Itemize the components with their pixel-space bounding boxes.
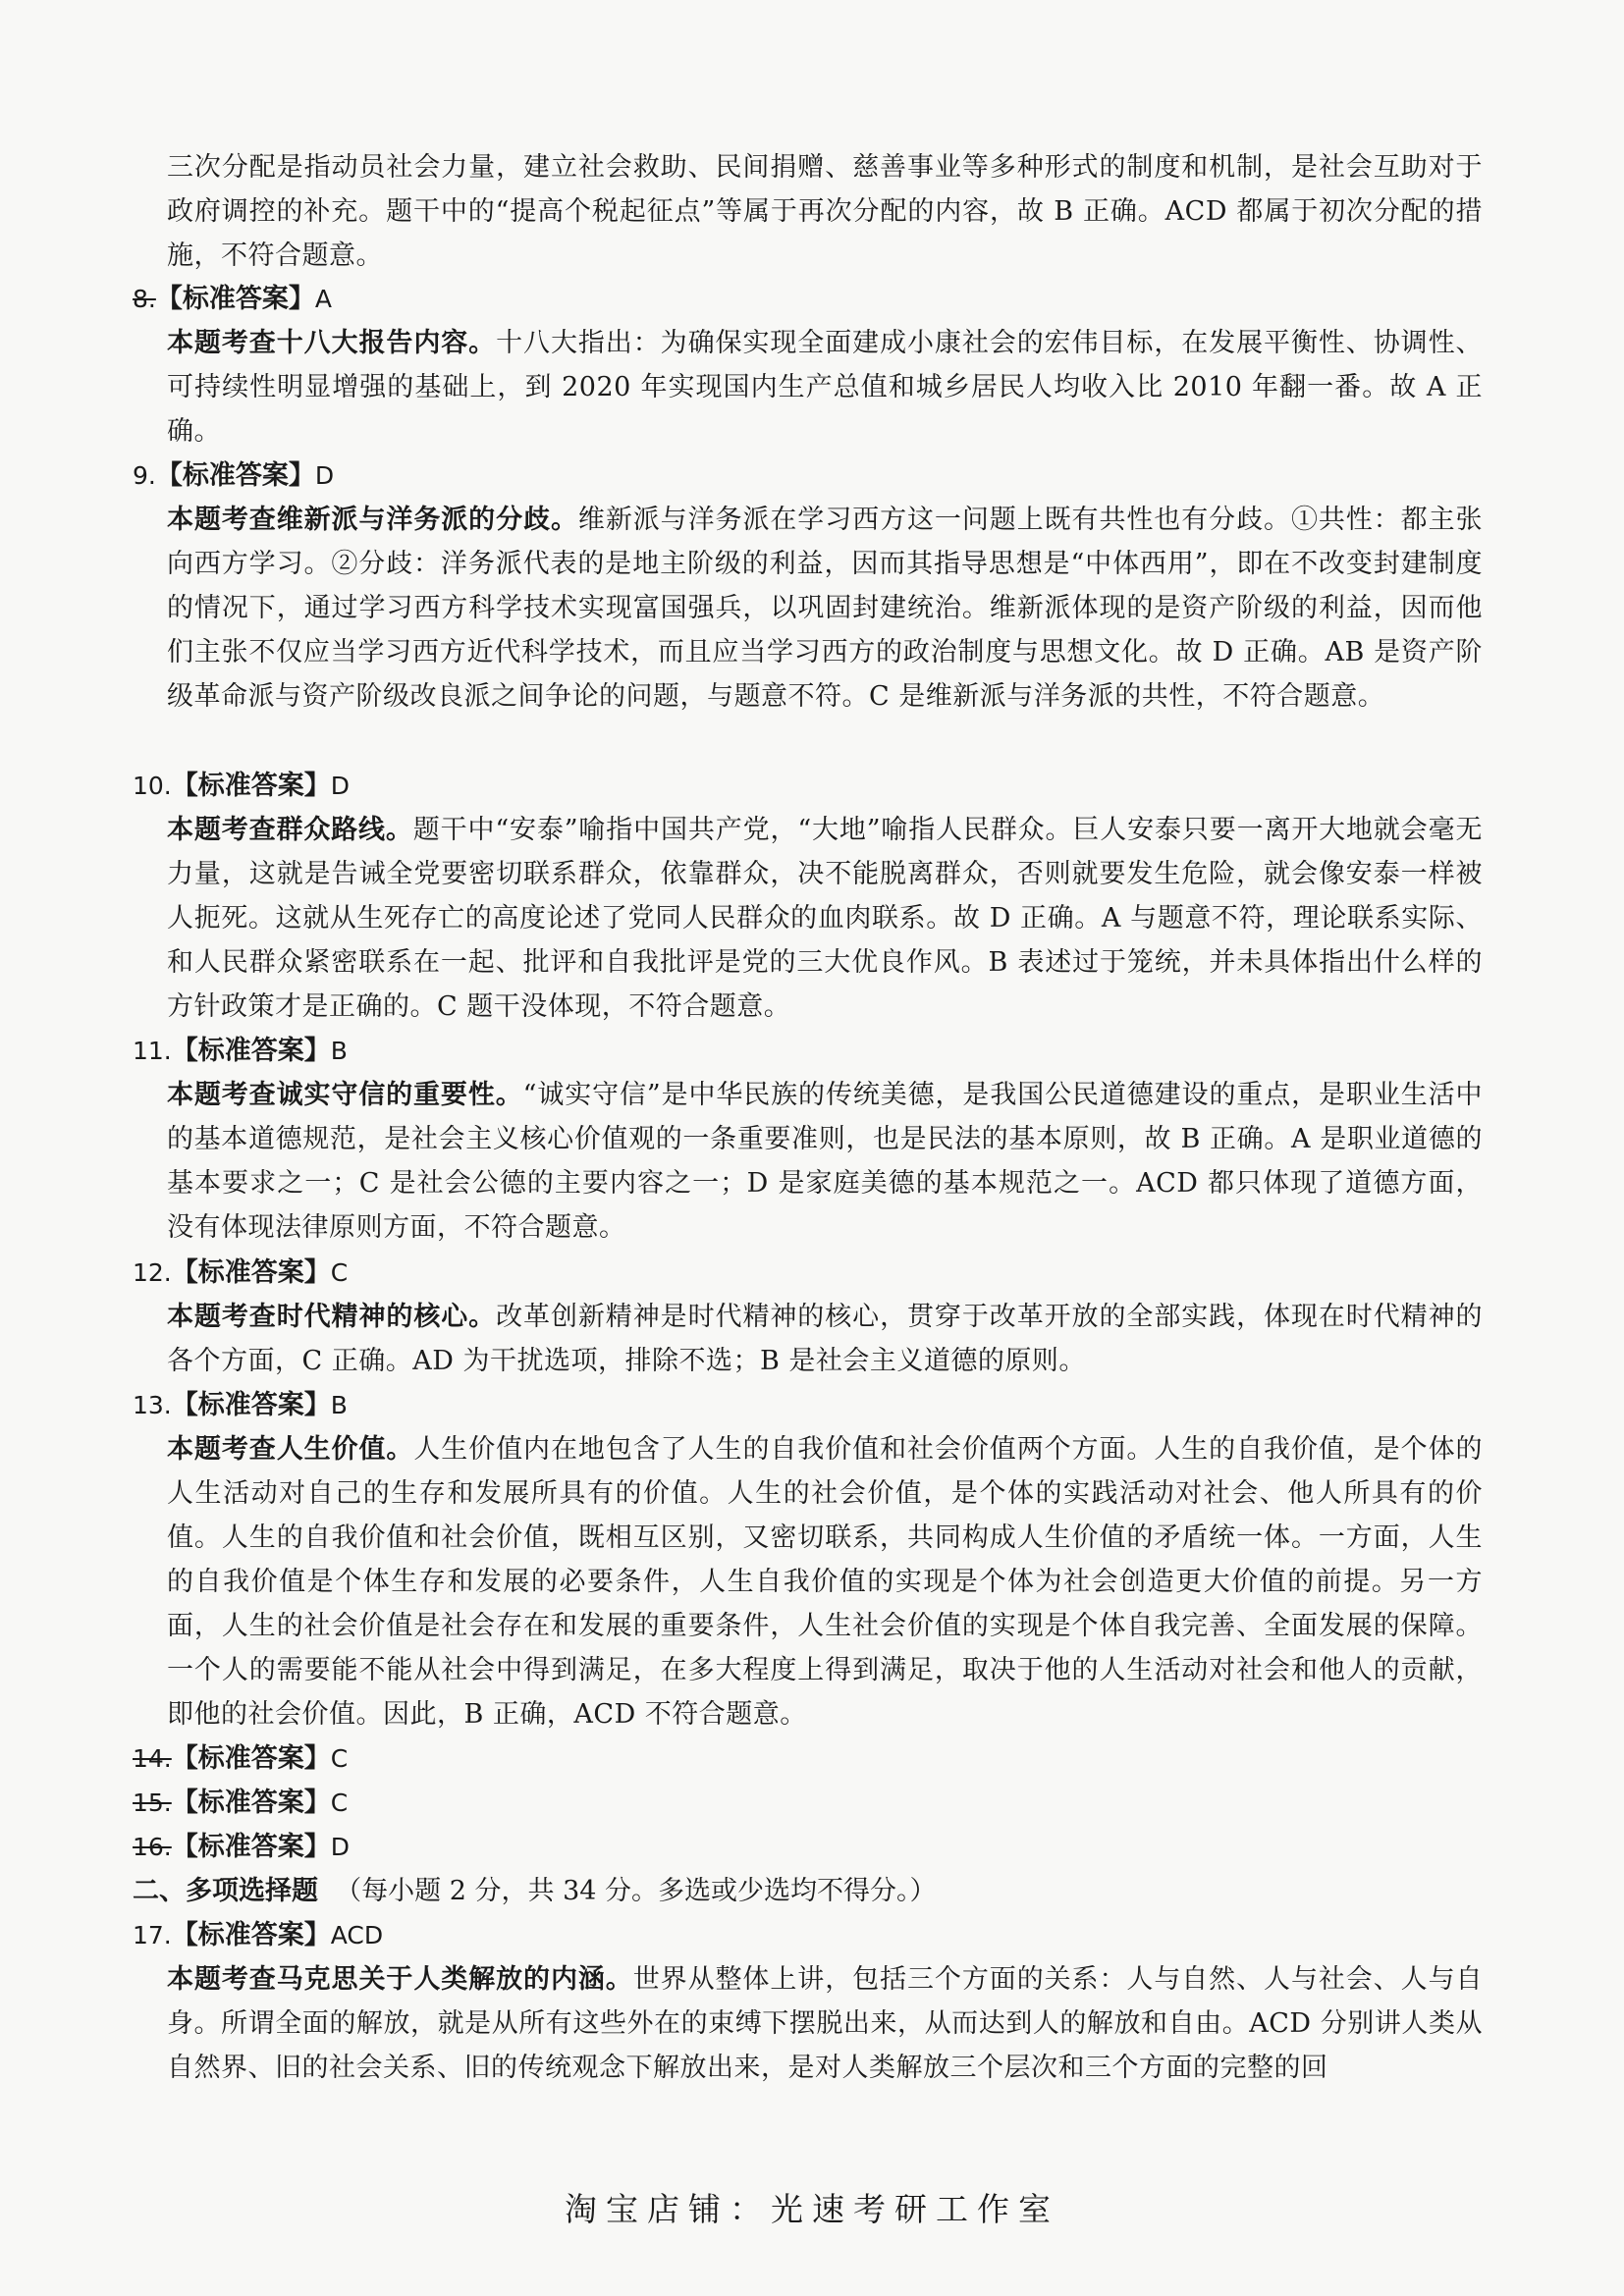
answer-value: D	[314, 461, 335, 490]
explanation-body: 维新派与洋务派在学习西方这一问题上既有共性也有分歧。①共性：都主张向西方学习。②分歧：洋务派代表的是地主阶级的利益，因而其指导思想是“中体西用”，即在不改变封建制度的情况下，通过学习西方科学技术实现富国强兵，以巩固封建统治。维新派体现的是资产阶级的利益，因而他们主张不仅应当学习西方近代科学技术，而且应当学习西方的政治制度与思想文化。故 D 正确。AB 是资产阶级革命派与资产阶级改良派之间争论的问题，与题意不符。C 是维新派与洋务派的共性，不符合题意。	[167, 505, 1484, 712]
question-number: 10.	[133, 772, 172, 800]
answer-tag: 【标准答案】	[155, 284, 315, 314]
section-note: （每小题 2 分，共 34 分。多选或少选均不得分。）	[335, 1876, 937, 1906]
explanation-10	[167, 808, 1483, 1029]
question-number: 9.	[133, 461, 156, 490]
explanation-lead: 本题考查时代精神的核心。	[167, 1302, 497, 1332]
question-number: 12.	[133, 1258, 172, 1287]
question-number: 17.	[133, 1921, 172, 1949]
answer-line-10	[133, 764, 350, 808]
explanation-lead: 本题考查维新派与洋务派的分歧。	[167, 505, 578, 535]
question-number: 16.	[133, 1833, 172, 1861]
explanation-17	[167, 1957, 1483, 2090]
answer-tag: 【标准答案】	[171, 1832, 331, 1862]
answer-line-14	[133, 1736, 348, 1781]
answer-line-13	[133, 1383, 348, 1427]
answer-value: D	[330, 772, 351, 800]
question-number: 14.	[133, 1744, 172, 1773]
answer-line-17	[133, 1913, 383, 1957]
question-number: 11.	[133, 1037, 172, 1065]
section-title: 二、多项选择题	[133, 1876, 318, 1906]
question-number: 8.	[133, 285, 156, 313]
answer-line-16	[133, 1825, 350, 1869]
explanation-9	[167, 498, 1483, 719]
answer-tag: 【标准答案】	[171, 771, 331, 801]
explanation-11	[167, 1073, 1483, 1250]
answer-tag: 【标准答案】	[171, 1743, 331, 1774]
paragraph-continuation: 三次分配是指动员社会力量，建立社会救助、民间捐赠、慈善事业等多种形式的制度和机制，是社会互助对于政府调控的补充。题干中的“提高个税起征点”等属于再次分配的内容，故 B 正确。ACD 都属于初次分配的措施，不符合题意。	[167, 152, 1483, 271]
explanation-body: 世界从整体上讲，包括三个方面的关系：人与自然、人与社会、人与自身。所谓全面的解放，就是从所有这些外在的束缚下摆脱出来，从而达到人的解放和自由。ACD 分别讲人类从自然界、旧的社会关系、旧的传统观念下解放出来，是对人类解放三个层次和三个方面的完整的回	[167, 1964, 1483, 2083]
question-number: 15.	[133, 1789, 172, 1817]
explanation-lead: 本题考查人生价值。	[167, 1434, 414, 1465]
answer-value: B	[330, 1391, 348, 1419]
answer-tag: 【标准答案】	[171, 1788, 331, 1818]
explanation-13	[167, 1427, 1483, 1736]
explanation-body: 改革创新精神是时代精神的核心，贯穿于改革开放的全部实践，体现在时代精神的各个方面，C 正确。AD 为干扰选项，排除不选；B 是社会主义道德的原则。	[167, 1302, 1484, 1376]
answer-line-11	[133, 1029, 348, 1073]
explanation-12	[167, 1295, 1483, 1383]
answer-tag: 【标准答案】	[171, 1920, 331, 1950]
answer-line-8	[133, 277, 332, 321]
answer-tag: 【标准答案】	[171, 1390, 331, 1420]
explanation-body: 十八大指出：为确保实现全面建成小康社会的宏伟目标，在发展平衡性、协调性、可持续性明显增强的基础上，到 2020 年实现国内生产总值和城乡居民人均收入比 2010 年翻一番。故 A 正确。	[167, 328, 1484, 447]
answer-value: ACD	[330, 1921, 384, 1949]
explanation-8	[167, 321, 1483, 454]
answer-value: A	[314, 285, 332, 313]
answer-line-15	[133, 1781, 348, 1825]
explanation-body: 人生价值内在地包含了人生的自我价值和社会价值两个方面。人生的自我价值，是个体的人生活动对自己的生存和发展所具有的价值。人生的社会价值，是个体的实践活动对社会、他人所具有的价值。人生的自我价值和社会价值，既相互区别，又密切联系，共同构成人生价值的矛盾统一体。一方面，人生的自我价值是个体生存和发展的必要条件，人生自我价值的实现是个体为社会创造更大价值的前提。另一方面，人生的社会价值是社会存在和发展的重要条件，人生社会价值的实现是个体自我完善、全面发展的保障。一个人的需要能不能从社会中得到满足，在多大程度上得到满足，取决于他的人生活动对社会和他人的贡献，即他的社会价值。因此，B 正确，ACD 不符合题意。	[167, 1434, 1484, 1730]
footer-shop-name: 淘宝店铺：光速考研工作室	[565, 2190, 1059, 2228]
section-heading	[133, 1869, 937, 1913]
explanation-lead: 本题考查群众路线。	[167, 815, 413, 845]
answer-tag: 【标准答案】	[171, 1036, 331, 1066]
explanation-lead: 本题考查十八大报告内容。	[167, 328, 497, 358]
answer-value: C	[330, 1258, 349, 1287]
explanation-lead: 本题考查马克思关于人类解放的内涵。	[167, 1964, 633, 1995]
answer-value: B	[330, 1037, 348, 1065]
answer-value: D	[330, 1833, 351, 1861]
explanation-body: “诚实守信”是中华民族的传统美德，是我国公民道德建设的重点，是职业生活中的基本道德规范，是社会主义核心价值观的一条重要准则，也是民法的基本原则，故 B 正确。A 是职业道德的基本要求之一；C 是社会公德的主要内容之一；D 是家庭美德的基本规范之一。ACD 都只体现了道德方面，没有体现法律原则方面，不符合题意。	[167, 1080, 1484, 1243]
answer-tag: 【标准答案】	[171, 1257, 331, 1288]
answer-tag: 【标准答案】	[155, 460, 315, 491]
answer-value: C	[330, 1744, 349, 1773]
explanation-body: 题干中“安泰”喻指中国共产党，“大地”喻指人民群众。巨人安泰只要一离开大地就会毫无力量，这就是告诫全党要密切联系群众，依靠群众，决不能脱离群众，否则就要发生危险，就会像安泰一样被人扼死。这就从生死存亡的高度论述了党同人民群众的血肉联系。故 D 正确。A 与题意不符，理论联系实际、和人民群众紧密联系在一起、批评和自我批评是党的三大优良作风。B 表述过于笼统，并未具体指出什么样的方针政策才是正确的。C 题干没体现，不符合题意。	[167, 815, 1483, 1022]
answer-line-12	[133, 1251, 348, 1295]
explanation-lead: 本题考查诚实守信的重要性。	[167, 1080, 523, 1110]
question-number: 13.	[133, 1391, 172, 1419]
answer-line-9	[133, 454, 334, 498]
answer-value: C	[330, 1789, 349, 1817]
